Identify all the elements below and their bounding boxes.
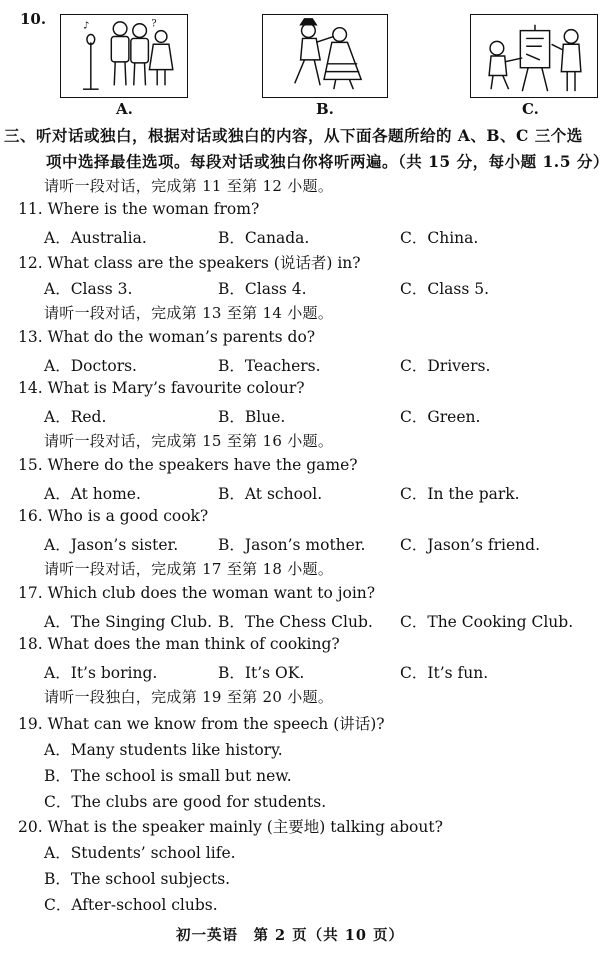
- question-15-option-c[interactable]: C．In the park.: [400, 485, 520, 503]
- question-11-option-a[interactable]: A．Australia.: [44, 229, 147, 247]
- question-19: 19. What can we know from the speech (讲话)?: [18, 715, 385, 733]
- question-19-option-b[interactable]: B．The school is small but new.: [44, 767, 292, 785]
- page-footer: 初一英语 第 2 页（共 10 页）: [176, 927, 404, 944]
- question-20-option-b[interactable]: B．The school subjects.: [44, 870, 231, 888]
- question-18: 18. What does the man think of cooking?: [18, 635, 340, 653]
- question-17-option-a[interactable]: A．The Singing Club.: [44, 613, 213, 631]
- question-17-option-b[interactable]: B．The Chess Club.: [218, 613, 373, 631]
- option-b-label: B.: [316, 100, 334, 118]
- question-20: 20. What is the speaker mainly (主要地) talking about?: [18, 818, 443, 836]
- question-11: 11. Where is the woman from?: [18, 200, 260, 218]
- question-15-option-b[interactable]: B．At school.: [218, 485, 323, 503]
- question-13-option-b[interactable]: B．Teachers.: [218, 357, 321, 375]
- question-20-option-c[interactable]: C．After-school clubs.: [44, 896, 218, 914]
- option-c-picture: [470, 14, 598, 98]
- question-17-option-c[interactable]: C．The Cooking Club.: [400, 613, 574, 631]
- question-18-option-a[interactable]: A．It’s boring.: [44, 664, 158, 682]
- question-18-option-c[interactable]: C．It’s fun.: [400, 664, 489, 682]
- question-10-number: 10.: [20, 10, 47, 28]
- question-11-option-c[interactable]: C．China.: [400, 229, 479, 247]
- instruction-11-12: 请听一段对话，完成第 11 至第 12 小题。: [44, 177, 334, 195]
- section-3-heading-line2: 项中选择最佳选项。每段对话或独白你将听两遍。（共 15 分，每小题 1.5 分）: [46, 152, 609, 171]
- question-11-option-b[interactable]: B．Canada.: [218, 229, 310, 247]
- section-3-heading-line1: 三、听对话或独白，根据对话或独白的内容，从下面各题所给的 A、B、C 三个选: [4, 126, 583, 145]
- painting-easel-icon: [471, 15, 597, 97]
- question-16-option-c[interactable]: C．Jason’s friend.: [400, 536, 540, 554]
- option-a-label: A.: [116, 100, 133, 118]
- question-16-option-a[interactable]: A．Jason’s sister.: [44, 536, 179, 554]
- question-17: 17. Which club does the woman want to join?: [18, 584, 376, 602]
- question-15: 15. Where do the speakers have the game?: [18, 456, 358, 474]
- option-a-picture: [60, 14, 188, 98]
- svg-text:?: ?: [151, 18, 157, 30]
- question-20-option-a[interactable]: A．Students’ school life.: [44, 844, 236, 862]
- instruction-13-14: 请听一段对话，完成第 13 至第 14 小题。: [44, 304, 334, 322]
- question-12-option-b[interactable]: B．Class 4.: [218, 280, 307, 298]
- question-19-option-a[interactable]: A．Many students like history.: [44, 741, 283, 759]
- question-12-option-a[interactable]: A．Class 3.: [44, 280, 133, 298]
- question-14-option-a[interactable]: A．Red.: [44, 408, 107, 426]
- question-13: 13. What do the woman’s parents do?: [18, 328, 316, 346]
- instruction-19-20: 请听一段独白，完成第 19 至第 20 小题。: [44, 688, 334, 706]
- question-13-option-a[interactable]: A．Doctors.: [44, 357, 137, 375]
- option-b-picture: [262, 14, 388, 98]
- question-14: 14. What is Mary’s favourite colour?: [18, 379, 305, 397]
- question-16: 16. Who is a good cook?: [18, 507, 209, 525]
- instruction-15-16: 请听一段对话，完成第 15 至第 16 小题。: [44, 432, 334, 450]
- question-12-option-c[interactable]: C．Class 5.: [400, 280, 490, 298]
- question-14-option-c[interactable]: C．Green.: [400, 408, 481, 426]
- kids-singing-icon: [61, 15, 187, 97]
- question-18-option-b[interactable]: B．It’s OK.: [218, 664, 305, 682]
- question-14-option-b[interactable]: B．Blue.: [218, 408, 286, 426]
- question-15-option-a[interactable]: A．At home.: [44, 485, 141, 503]
- svg-text:♪: ♪: [83, 20, 90, 32]
- option-c-label: C.: [522, 100, 539, 118]
- question-19-option-c[interactable]: C．The clubs are good for students.: [44, 793, 327, 811]
- instruction-17-18: 请听一段对话，完成第 17 至第 18 小题。: [44, 560, 334, 578]
- question-13-option-c[interactable]: C．Drivers.: [400, 357, 491, 375]
- dancing-couple-icon: [263, 15, 387, 97]
- question-12: 12. What class are the speakers (说话者) in?: [18, 254, 361, 272]
- question-16-option-b[interactable]: B．Jason’s mother.: [218, 536, 366, 554]
